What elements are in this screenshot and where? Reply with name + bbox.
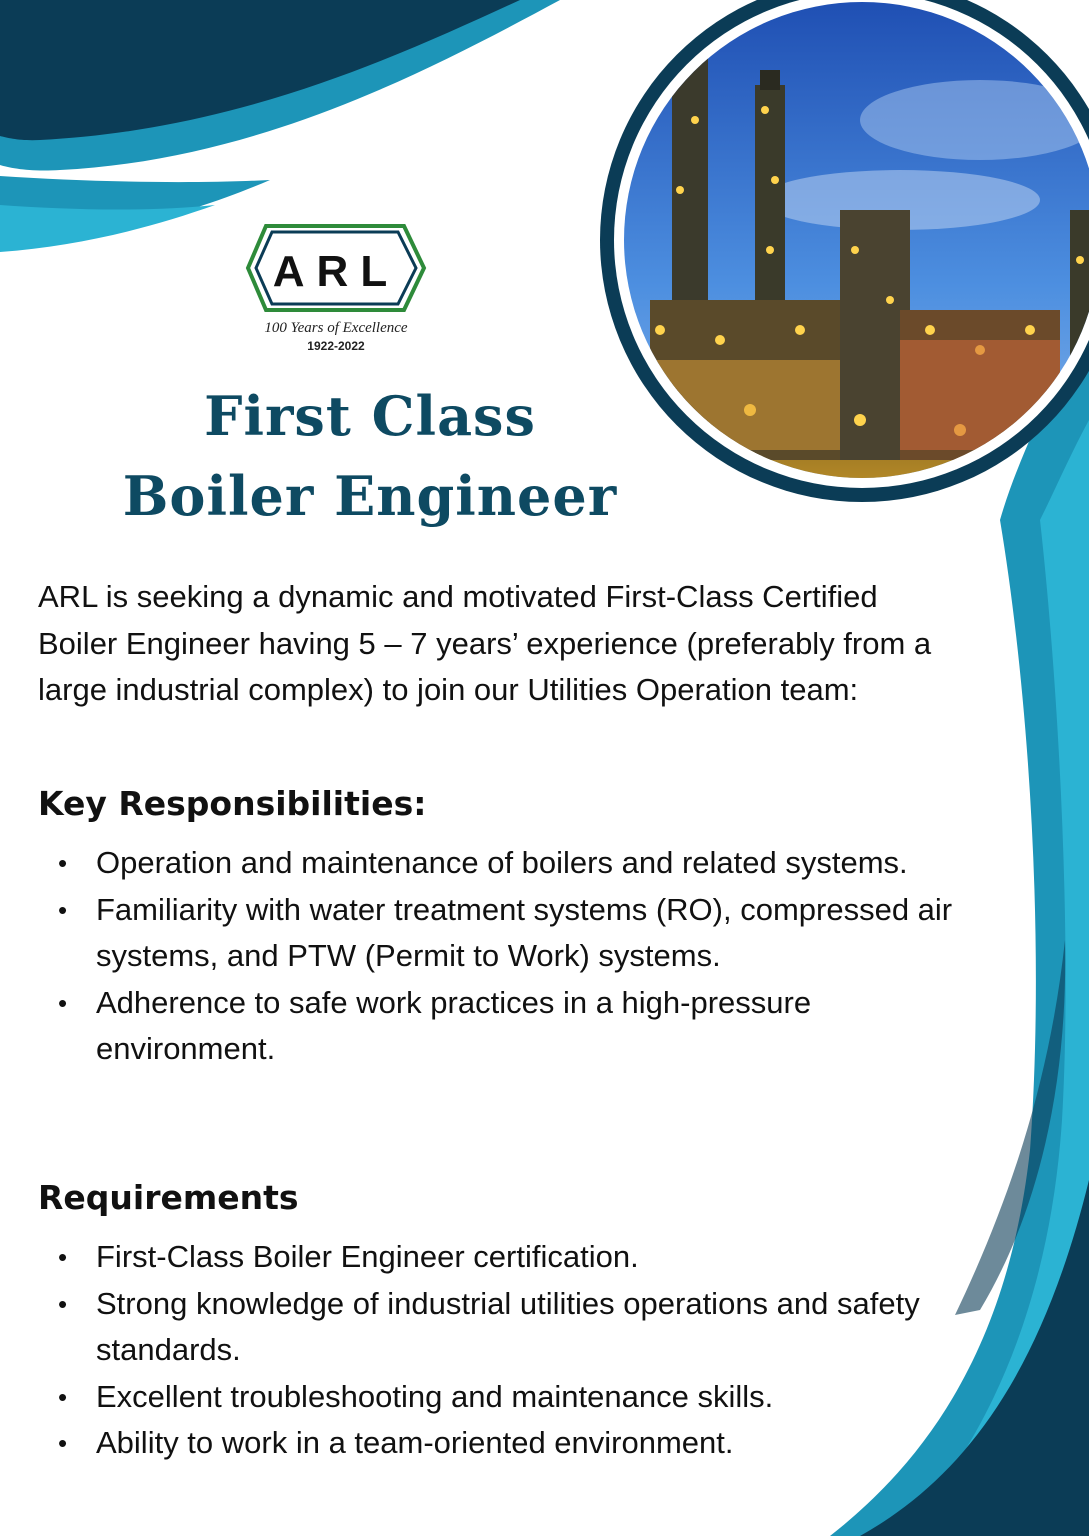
job-title-line-2: Boiler Engineer <box>122 464 618 528</box>
list-item: • Familiarity with water treatment systems (RO), compressed air systems, and PTW (Permit to Work) systems. <box>0 887 960 980</box>
list-item: • Operation and maintenance of boilers and related systems. <box>0 840 960 887</box>
list-item: • Strong knowledge of industrial utilities operations and safety standards. <box>0 1281 960 1374</box>
list-item: • Ability to work in a team-oriented environment. <box>0 1420 960 1467</box>
list-item: • Adherence to safe work practices in a high-pressure environment. <box>0 980 960 1073</box>
requirements-list <box>0 1234 960 1467</box>
logo-tagline: 100 Years of Excellence <box>264 320 408 336</box>
arl-logo <box>244 222 428 354</box>
requirements-heading: Requirements <box>38 1178 299 1217</box>
responsibilities-heading: Key Responsibilities: <box>38 784 427 823</box>
intro-paragraph: ARL is seeking a dynamic and motivated First-Class Certified Boiler Engineer having 5 – 7 years’ experience (preferably from a large industrial complex) to join our Utilities Operation team: <box>38 579 932 707</box>
list-item: • Excellent troubleshooting and maintenance skills. <box>0 1374 960 1421</box>
list-item: • First-Class Boiler Engineer certification. <box>0 1234 960 1281</box>
logo-years: 1922-2022 <box>307 339 365 353</box>
responsibilities-list <box>0 840 960 1073</box>
logo-letters: ARL <box>272 247 400 296</box>
job-title-line-1: First Class <box>204 384 536 448</box>
